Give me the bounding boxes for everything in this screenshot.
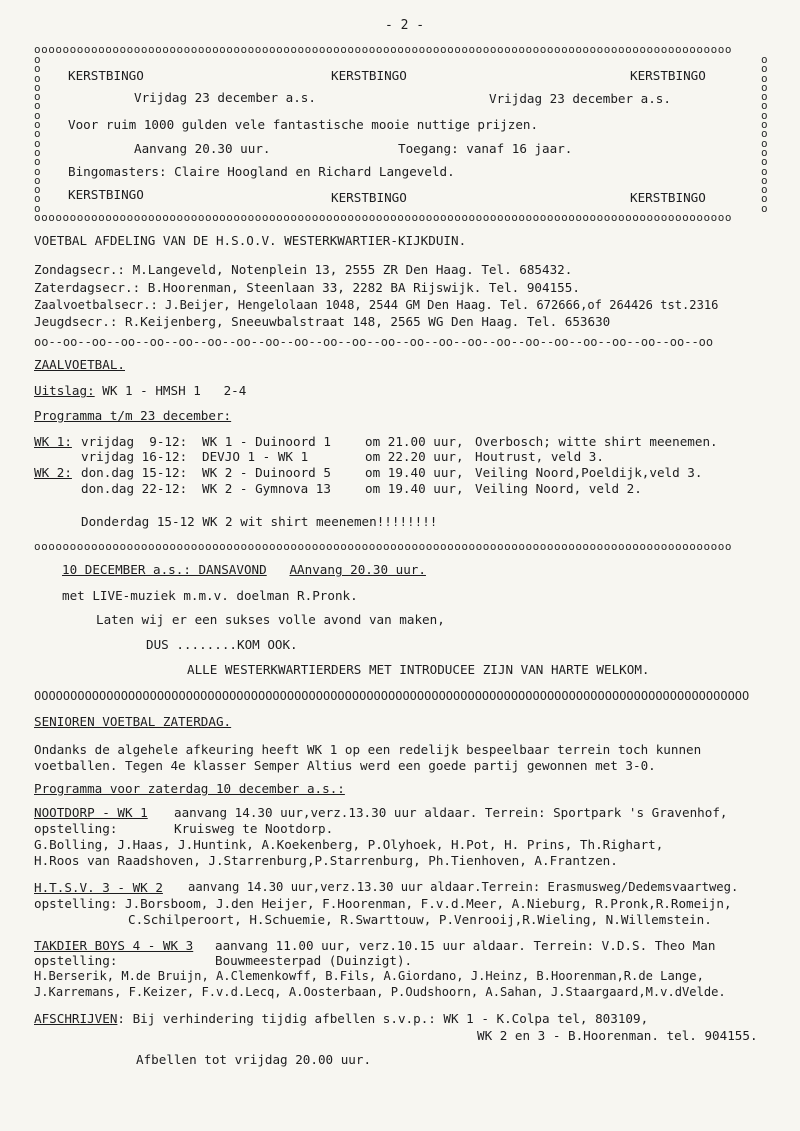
zaalvoetbal-programme-title: Programma t/m 23 december: bbox=[34, 408, 232, 423]
match-teams: DEVJO 1 - WK 1 bbox=[202, 449, 309, 464]
bingo-footer-left: KERSTBINGO bbox=[68, 187, 144, 202]
cancel-line: WK 2 en 3 - B.Hoorenman. tel. 904155. bbox=[477, 1028, 758, 1043]
bingo-footer-right: KERSTBINGO bbox=[630, 190, 706, 205]
bingo-footer-center: KERSTBINGO bbox=[331, 190, 407, 205]
cancel-line bbox=[34, 1011, 648, 1026]
bingo-title-left: KERSTBINGO bbox=[68, 68, 144, 83]
match3-players: H.Berserik, M.de Bruijn, A.Clemenkowff, B.Fils, A.Giordano, J.Heinz, B.Hoorenman,R.de Lange, bbox=[34, 969, 704, 983]
bingo-entry: Toegang: vanaf 16 jaar. bbox=[398, 141, 573, 156]
bingo-border-bottom: oooooooooooooooooooooooooooooooooooooooooooooooooooooooooooooooooooooooooooooooooooooooooooooooooo bbox=[34, 211, 733, 224]
match-day: don.dag 15-12: bbox=[81, 465, 188, 480]
result-value: WK 1 - HMSH 1 2-4 bbox=[102, 383, 247, 398]
football-dept-title: VOETBAL AFDELING VAN DE H.S.O.V. WESTERKWARTIER-KIJKDUIN. bbox=[34, 233, 467, 248]
match3-players: J.Karremans, F.Keizer, F.v.d.Lecq, A.Oosterbaan, P.Oudshoorn, A.Sahan, J.Staargaard,M.v.dVelde. bbox=[34, 985, 726, 999]
divider-circles: oooooooooooooooooooooooooooooooooooooooooooooooooooooooooooooooooooooooooooooooooooooooooooooooooo bbox=[34, 540, 733, 553]
match3-title: TAKDIER BOYS 4 - WK 3 bbox=[34, 938, 194, 953]
bingo-border-left: ooooooooooooooooo bbox=[34, 55, 41, 213]
match-time: om 19.40 uur, bbox=[365, 481, 464, 496]
cancel-label: AFSCHRIJVEN bbox=[34, 1011, 118, 1026]
bingo-border-right: ooooooooooooooooo bbox=[761, 55, 768, 213]
seniors-intro: voetballen. Tegen 4e klasser Semper Altius werd een goede partij gewonnen met 3-0. bbox=[34, 758, 656, 773]
match-time: om 21.00 uur, bbox=[365, 434, 464, 449]
match-day: don.dag 22-12: bbox=[81, 481, 188, 496]
match2-lineup: C.Schilperoort, H.Schuemie, R.Swarttouw, P.Venrooij,R.Wieling, N.Willemstein. bbox=[128, 912, 712, 927]
bingo-date-right: Vrijdag 23 december a.s. bbox=[489, 91, 671, 106]
cancel-deadline: Afbellen tot vrijdag 20.00 uur. bbox=[136, 1052, 372, 1067]
match-teams: WK 2 - Gymnova 13 bbox=[202, 481, 331, 496]
match-time: om 22.20 uur, bbox=[365, 449, 464, 464]
match3-lineup-location: Bouwmeesterpad (Duinzigt). bbox=[215, 953, 413, 968]
page-number: - 2 - bbox=[385, 18, 425, 33]
match1-lineup-location: Kruisweg te Nootdorp. bbox=[174, 821, 334, 836]
bingo-date-left: Vrijdag 23 december a.s. bbox=[134, 90, 316, 105]
team-label: WK 2: bbox=[34, 465, 72, 480]
match-venue: Veiling Noord, veld 2. bbox=[475, 481, 642, 496]
match-venue: Veiling Noord,Poeldijk,veld 3. bbox=[475, 465, 703, 480]
result-label: Uitslag: bbox=[34, 383, 95, 398]
zaalvoetbal-result bbox=[34, 383, 246, 398]
seniors-intro: Ondanks de algehele afkeuring heeft WK 1 op een redelijk bespeelbaar terrein toch kunnen bbox=[34, 742, 702, 757]
zaalvoetbal-title: ZAALVOETBAL. bbox=[34, 357, 125, 372]
match1-players: G.Bolling, J.Haas, J.Huntink, A.Koekenberg, P.Olyhoek, H.Pot, H. Prins, Th.Righart, bbox=[34, 837, 664, 852]
cancel-text: : Bij verhindering tijdig afbellen s.v.p.: WK 1 - K.Colpa tel, 803109, bbox=[117, 1011, 649, 1026]
divider-dashed: oo--oo--oo--oo--oo--oo--oo--oo--oo--oo--oo--oo--oo--oo--oo--oo--oo--oo--oo--oo--oo--oo--oo--oo bbox=[34, 335, 714, 349]
match1-info: aanvang 14.30 uur,verz.13.30 uur aldaar. Terrein: Sportpark 's Gravenhof, bbox=[174, 805, 728, 820]
dance-welcome: ALLE WESTERKWARTIERDERS MET INTRODUCEE ZIJN VAN HARTE WELKOM. bbox=[187, 662, 650, 677]
team-label: WK 1: bbox=[34, 434, 72, 449]
match-day: vrijdag 9-12: bbox=[81, 434, 188, 449]
match1-players: H.Roos van Raadshoven, J.Starrenburg,P.Starrenburg, Ph.Tienhoven, A.Frantzen. bbox=[34, 853, 618, 868]
match2-info: aanvang 14.30 uur,verz.13.30 uur aldaar.Terrein: Erasmusweg/Dedemsvaartweg. bbox=[188, 880, 739, 894]
secretary-line: Zaalvoetbalsecr.: J.Beijer, Hengelolaan 1048, 2544 GM Den Haag. Tel. 672666,of 264426 tst.2316 bbox=[34, 298, 719, 312]
match2-title: H.T.S.V. 3 - WK 2 bbox=[34, 880, 163, 895]
secretary-line: Jeugdsecr.: R.Keijenberg, Sneeuwbalstraat 148, 2565 WG Den Haag. Tel. 653630 bbox=[34, 314, 611, 329]
dance-line: met LIVE-muziek m.m.v. doelman R.Pronk. bbox=[62, 588, 358, 603]
dance-title: 10 DECEMBER a.s.: DANSAVOND bbox=[62, 562, 267, 577]
bingo-title-right: KERSTBINGO bbox=[630, 68, 706, 83]
match1-title: NOOTDORP - WK 1 bbox=[34, 805, 148, 820]
bingo-border-top: oooooooooooooooooooooooooooooooooooooooooooooooooooooooooooooooooooooooooooooooooooooooooooooooooo bbox=[34, 43, 733, 56]
match-time: om 19.40 uur, bbox=[365, 465, 464, 480]
match3-lineup-label: opstelling: bbox=[34, 953, 118, 968]
match2-lineup: opstelling: J.Borsboom, J.den Heijer, F.Hoorenman, F.v.d.Meer, A.Nieburg, R.Pronk,R.Romeijn, bbox=[34, 896, 732, 911]
match1-lineup-label: opstelling: bbox=[34, 821, 118, 836]
match3-info: aanvang 11.00 uur, verz.10.15 uur aldaar. Terrein: V.D.S. Theo Man bbox=[215, 938, 716, 953]
match-venue: Overbosch; witte shirt meenemen. bbox=[475, 434, 718, 449]
match-day: vrijdag 16-12: bbox=[81, 449, 188, 464]
seniors-programme-title: Programma voor zaterdag 10 december a.s.: bbox=[34, 781, 345, 796]
match-teams: WK 2 - Duinoord 5 bbox=[202, 465, 331, 480]
dance-line: DUS ........KOM OOK. bbox=[146, 637, 298, 652]
dance-start: AAnvang 20.30 uur. bbox=[289, 562, 426, 577]
dance-header bbox=[62, 562, 426, 577]
bingo-start: Aanvang 20.30 uur. bbox=[134, 141, 271, 156]
bingo-masters: Bingomasters: Claire Hoogland en Richard Langeveld. bbox=[68, 164, 455, 179]
match-venue: Houtrust, veld 3. bbox=[475, 449, 604, 464]
bingo-prizes: Voor ruim 1000 gulden vele fantastische mooie nuttige prijzen. bbox=[68, 117, 539, 132]
secretary-line: Zondagsecr.: M.Langeveld, Notenplein 13, 2555 ZR Den Haag. Tel. 685432. bbox=[34, 262, 573, 277]
match-teams: WK 1 - Duinoord 1 bbox=[202, 434, 331, 449]
dance-line: Laten wij er een sukses volle avond van maken, bbox=[96, 612, 445, 627]
seniors-title: SENIOREN VOETBAL ZATERDAG. bbox=[34, 714, 232, 729]
secretary-line: Zaterdagsecr.: B.Hoorenman, Steenlaan 33, 2282 BA Rijswijk. Tel. 904155. bbox=[34, 280, 580, 295]
bingo-title-center: KERSTBINGO bbox=[331, 68, 407, 83]
zaalvoetbal-note: Donderdag 15-12 WK 2 wit shirt meenemen!!!!!!!! bbox=[81, 514, 438, 529]
divider-large-circles: OOOOOOOOOOOOOOOOOOOOOOOOOOOOOOOOOOOOOOOOOOOOOOOOOOOOOOOOOOOOOOOOOOOOOOOOOOOOOOOOOOOOOOOOOOOOOOOOOOO bbox=[34, 689, 750, 703]
